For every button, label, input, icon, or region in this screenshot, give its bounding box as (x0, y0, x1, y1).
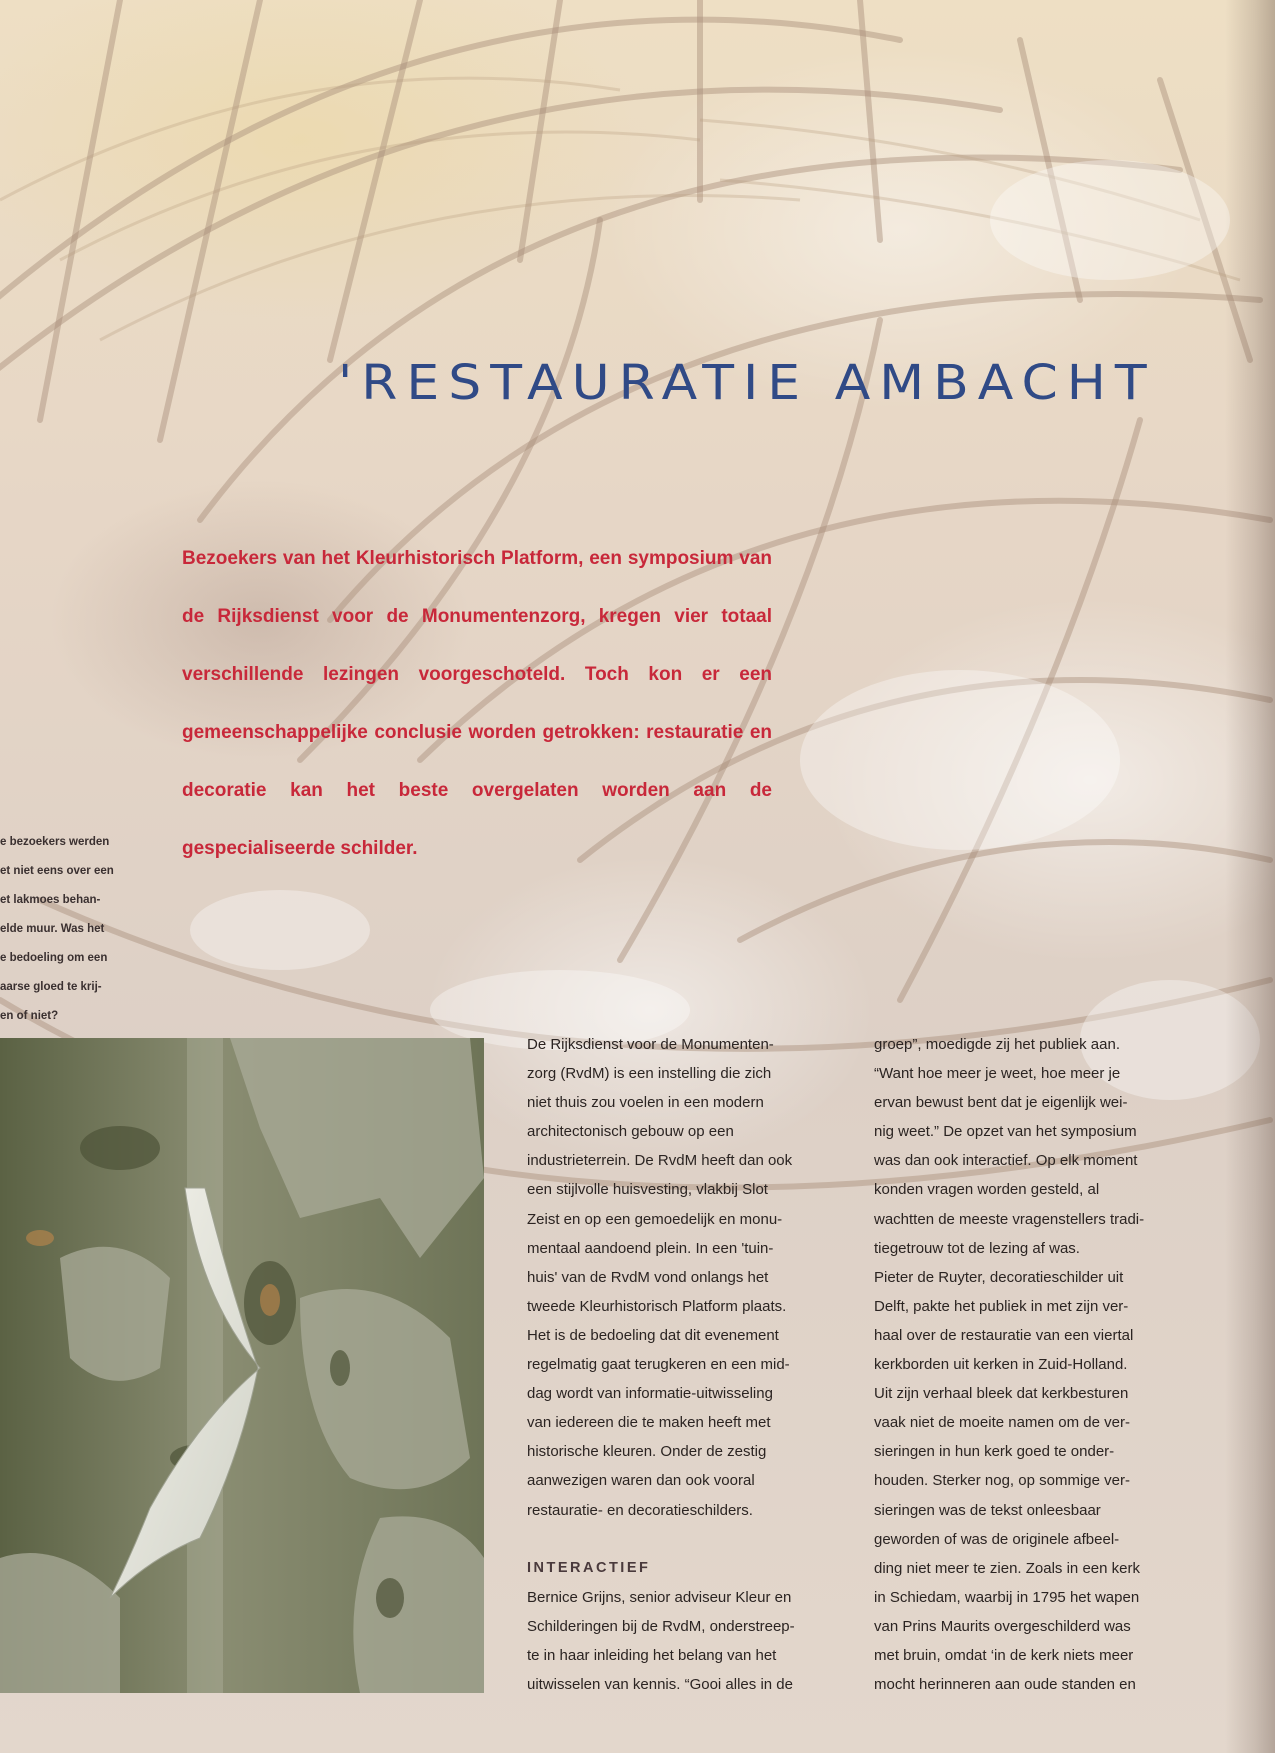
body-line: restauratie- en decoratieschilders. (527, 1501, 753, 1519)
caption-line: et lakmoes behan- (0, 894, 101, 906)
body-line: nig weet.” De opzet van het symposium (874, 1123, 1137, 1141)
body-line: Delft, pakte het publiek in met zijn ver- (874, 1297, 1129, 1315)
photo-caption (0, 828, 140, 1031)
caption-line: e bedoeling om een (0, 952, 108, 964)
body-line: mocht herinneren aan oude standen en (874, 1676, 1136, 1694)
paragraph-spacer (527, 1525, 847, 1554)
body-line: ding niet meer te zien. Zoals in een kerk (874, 1559, 1140, 1577)
caption-line: et niet eens over een (0, 865, 114, 877)
body-line: niet thuis zou voelen in een modern (527, 1094, 764, 1112)
lead-paragraph: Bezoekers van het Kleurhistorisch Platform, een symposium van de Rijksdienst voor de Monumentenzorg, kregen vier totaal verschillende lezingen voorgeschoteld. Toch kon er een gemeenschappelijke conclusie worden getrokken: restauratie en decoratie kan het beste overgelaten worden aan de gespecialiseerde schilder. (182, 548, 772, 859)
caption-line: aarse gloed te krij- (0, 981, 102, 993)
body-line: kerkborden uit kerken in Zuid-Holland. (874, 1356, 1128, 1374)
body-line: van Prins Maurits overgeschilderd was (874, 1617, 1131, 1635)
body-line: Schilderingen bij de RvdM, onderstreep- (527, 1617, 795, 1635)
body-line: Het is de bedoeling dat dit evenement (527, 1326, 779, 1344)
body-line: regelmatig gaat terugkeren en een mid- (527, 1356, 790, 1374)
body-line: was dan ook interactief. Op elk moment (874, 1152, 1138, 1170)
body-line: vaak niet de moeite namen om de ver- (874, 1414, 1130, 1432)
body-line: historische kleuren. Onder de zestig (527, 1443, 767, 1461)
body-line: Uit zijn verhaal bleek dat kerkbesturen (874, 1385, 1129, 1403)
body-line: tweede Kleurhistorisch Platform plaats. (527, 1297, 787, 1315)
body-line: konden vragen worden gesteld, al (874, 1181, 1100, 1199)
body-line: De Rijksdienst voor de Monumenten- (527, 1036, 774, 1053)
body-line: wachtten de meeste vragenstellers tradi- (874, 1210, 1145, 1228)
body-line: Bernice Grijns, senior adviseur Kleur en (527, 1588, 792, 1606)
article-headline: 'RESTAURATIE AMBACHT (338, 356, 1156, 412)
body-line: dag wordt van informatie-uitwisseling (527, 1385, 773, 1403)
body-line: geworden of was de originele afbeel- (874, 1530, 1120, 1548)
body-line: haal over de restauratie van een viertal (874, 1326, 1134, 1344)
caption-line: en of niet? (0, 1010, 59, 1022)
body-line: uitwisselen van kennis. “Gooi alles in de (527, 1676, 793, 1694)
caption-line: elde muur. Was het (0, 923, 105, 935)
body-line: Zeist en op een gemoedelijk en monu- (527, 1210, 783, 1228)
body-line: in Schiedam, waarbij in 1795 het wapen (874, 1588, 1140, 1606)
body-line: mentaal aandoend plein. In een 'tuin- (527, 1239, 774, 1257)
body-column-1 (527, 1030, 847, 1699)
body-column-2 (874, 1030, 1194, 1699)
body-line: architectonisch gebouw op een (527, 1123, 734, 1141)
body-line: huis' van de RvdM vond onlangs het (527, 1268, 769, 1286)
body-line: met bruin, omdat ‘in de kerk niets meer (874, 1646, 1134, 1664)
body-line: aanwezigen waren dan ook vooral (527, 1472, 755, 1490)
body-line: sieringen in hun kerk goed te onder- (874, 1443, 1115, 1461)
section-heading: INTERACTIEF (527, 1559, 651, 1576)
body-line: Pieter de Ruyter, decoratieschilder uit (874, 1268, 1124, 1286)
body-line: een stijlvolle huisvesting, vlakbij Slot (527, 1181, 768, 1199)
body-line: te in haar inleiding het belang van het (527, 1646, 777, 1664)
body-line: “Want hoe meer je weet, hoe meer je (874, 1065, 1121, 1083)
body-line: ervan bewust bent dat je eigenlijk wei- (874, 1094, 1128, 1112)
page-gutter-shadow (1225, 0, 1275, 1753)
body-line: zorg (RvdM) is een instelling die zich (527, 1065, 772, 1083)
body-line: industrieterrein. De RvdM heeft dan ook (527, 1152, 793, 1170)
body-line: van iedereen die te maken heeft met (527, 1414, 771, 1432)
wall-photo (0, 1038, 484, 1693)
body-line: tiegetrouw tot de lezing af was. (874, 1239, 1080, 1257)
body-line: groep”, moedigde zij het publiek aan. (874, 1036, 1120, 1053)
body-line: sieringen was de tekst onleesbaar (874, 1501, 1101, 1519)
body-line: houden. Sterker nog, op sommige ver- (874, 1472, 1130, 1490)
caption-line: e bezoekers werden (0, 836, 110, 848)
